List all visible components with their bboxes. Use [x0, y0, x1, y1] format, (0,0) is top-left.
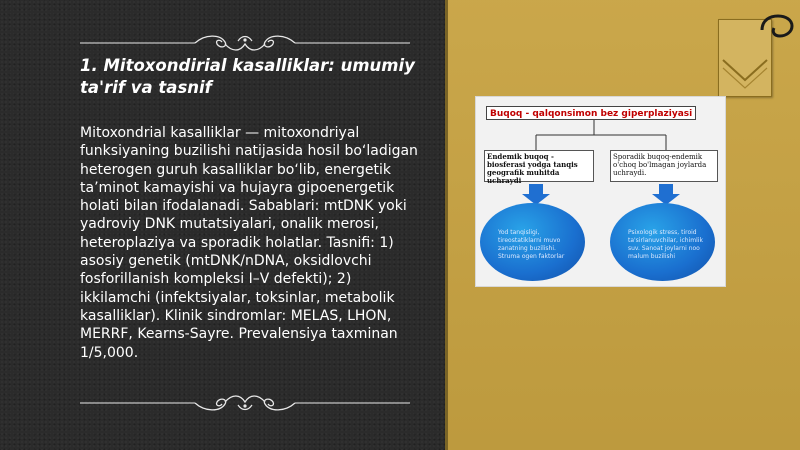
flourish-ornament-top	[80, 32, 410, 54]
endemic-goiter-box: Endemik buqoq - biosferasi yodga tanqis geografik muhitda uchraydi	[484, 150, 594, 182]
sporadic-causes-ellipse: Psixologik stress, tiroid ta'sirlanuvchilar, ichimlik suv. Sanoat joylarni noo malum buzilishi	[610, 203, 715, 281]
sporadic-goiter-box: Sporadik buqoq-endemik o'choq bo'lmagan joylarda uchraydi.	[610, 150, 718, 182]
body-text: Mitoxondrial kasalliklar — mitoxondriyal funksiyaning buzilishi natijasida hosil bo‘ladigan heterogen guruh kasalliklar bo‘lib, energetik ta’minot kamayishi va hujayra gipoenergetik holati bilan ifodalanadi. Sabablari: mtDNK yoki yadroviy DNK mutatsiyalari, onalik merosi, heteroplaziya va sporadik holatlar. Tasnifi: 1) asosiy genetik (mtDNK/nDNA, oksidlovchi fosforillanish kompleksi I–V defekti); 2) ikkilamchi (infektsiyalar, toksinlar, metabolik kasalliklar). Klinik sindromlar: MELAS, LHON, MERRF, Kearns-Sayre. Prevalensiya taxminan 1/5,000.	[80, 125, 418, 361]
endemic-causes-ellipse: Yod tanqisligi, tireostatiklarni muvo zanatning buzilishi. Struma ogen faktorlar	[480, 203, 585, 281]
goiter-diagram-image	[475, 96, 726, 287]
slide-title: 1. Mitoxondirial kasalliklar: umumiy ta'rif va tasnif	[80, 56, 415, 97]
bookmark-curl-icon	[760, 14, 794, 44]
panel-divider	[445, 0, 448, 450]
flourish-ornament-bottom	[80, 390, 410, 412]
diagram-heading: Buqoq - qalqonsimon bez giperplaziyasi	[486, 106, 696, 120]
